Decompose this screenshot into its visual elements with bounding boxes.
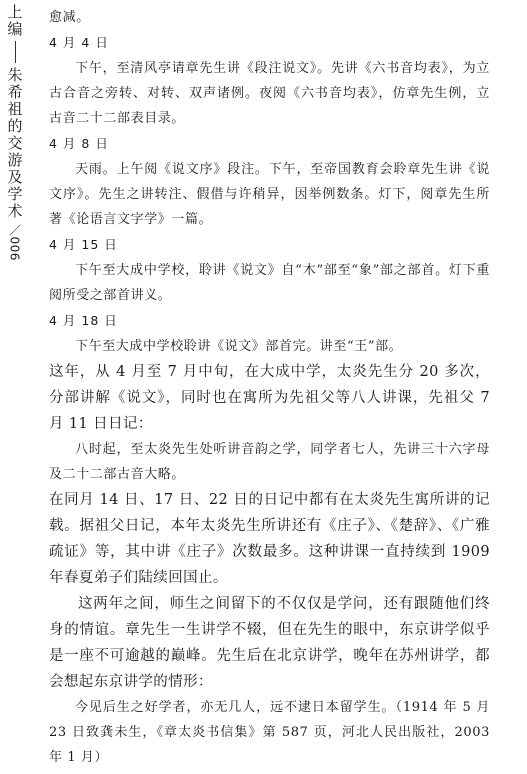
header-rule [15, 41, 16, 63]
book-title-char: 祖 [7, 100, 23, 118]
book-title [7, 67, 22, 220]
page-number: ／006 [7, 224, 22, 261]
diary-date: 4 月 8 日 [49, 136, 109, 151]
diary-excerpt: 愈减。 [49, 10, 90, 25]
book-title-char: 的 [7, 117, 23, 135]
diary-date: 4 月 4 日 [49, 35, 109, 50]
body-paragraph: 这两年之间，师生之间留下的不仅仅是学问，还有跟随他们终身的情谊。章先生一生讲学不辍，但在先生的眼中，东京讲学似乎是一座不可逾越的巅峰。先生后在北京讲学，晚年在苏州讲学，都会想起东京讲学的情形： [49, 596, 490, 690]
page-body [49, 5, 490, 770]
diary-excerpt: 下午至大成中学校聆讲《说文》部首完。讲至“王”部。 [75, 339, 403, 354]
book-title-char: 术 [7, 202, 23, 220]
book-title-char: 交 [7, 134, 23, 152]
diary-excerpt: 今见后生之好学者，亦无几人，远不逮日本留学生。（1914 年 5 月 23 日致龚未生，《章太炎书信集》第 587 页，河北人民出版社，2003 年 1 月） [49, 700, 490, 765]
book-title-char: 朱 [7, 66, 23, 84]
body-paragraph: 这年，从 4 月至 7 月中旬，在大成中学，太炎先生分 20 多次，分部讲解《说文》，同时也在寓所为先祖父等八人讲课，先祖父 7 月 11 日日记： [49, 364, 490, 432]
diary-date: 4 月 15 日 [49, 237, 118, 252]
diary-date: 4 月 18 日 [49, 313, 118, 328]
section-label-char-2: 编 [7, 20, 23, 38]
book-title-char: 希 [7, 83, 23, 101]
diary-excerpt: 天雨。上午阅《说文序》段注。下午，至帝国教育会聆章先生讲《说文序》。先生之讲转注、假借与许稍异，因举例数条。灯下，阅章先生所著《论语言文字学》一篇。 [49, 162, 490, 227]
diary-excerpt: 下午至大成中学校，聆讲《说文》自“木”部至“象”部之部首。灯下重阅所受之部首讲义。 [49, 263, 490, 303]
book-title-char: 学 [7, 185, 23, 203]
running-header [6, 4, 24, 261]
book-title-char: 及 [7, 168, 23, 186]
book-title-char: 游 [7, 151, 23, 169]
diary-excerpt: 下午，至清风亭请章先生讲《段注说文》。先讲《六书音均表》，为立古合音之旁转、对转、双声诸例。夜阅《六书音均表》，仿章先生例，立古音二十二部表目录。 [49, 61, 490, 126]
body-paragraph: 在同月 14 日、17 日、22 日的日记中都有在太炎先生寓所讲的记载。据祖父日记，本年太炎先生所讲还有《庄子》、《楚辞》、《广雅疏证》等，其中讲《庄子》次数最多。这种讲课一直持续到 1909 年春夏弟子们陆续回国止。 [49, 492, 490, 586]
section-label-char-1: 上 [7, 3, 23, 21]
diary-excerpt: 八时起，至太炎先生处听讲音韵之学，同学者七人，先讲三十六字母及二十二部古音大略。 [49, 442, 490, 482]
